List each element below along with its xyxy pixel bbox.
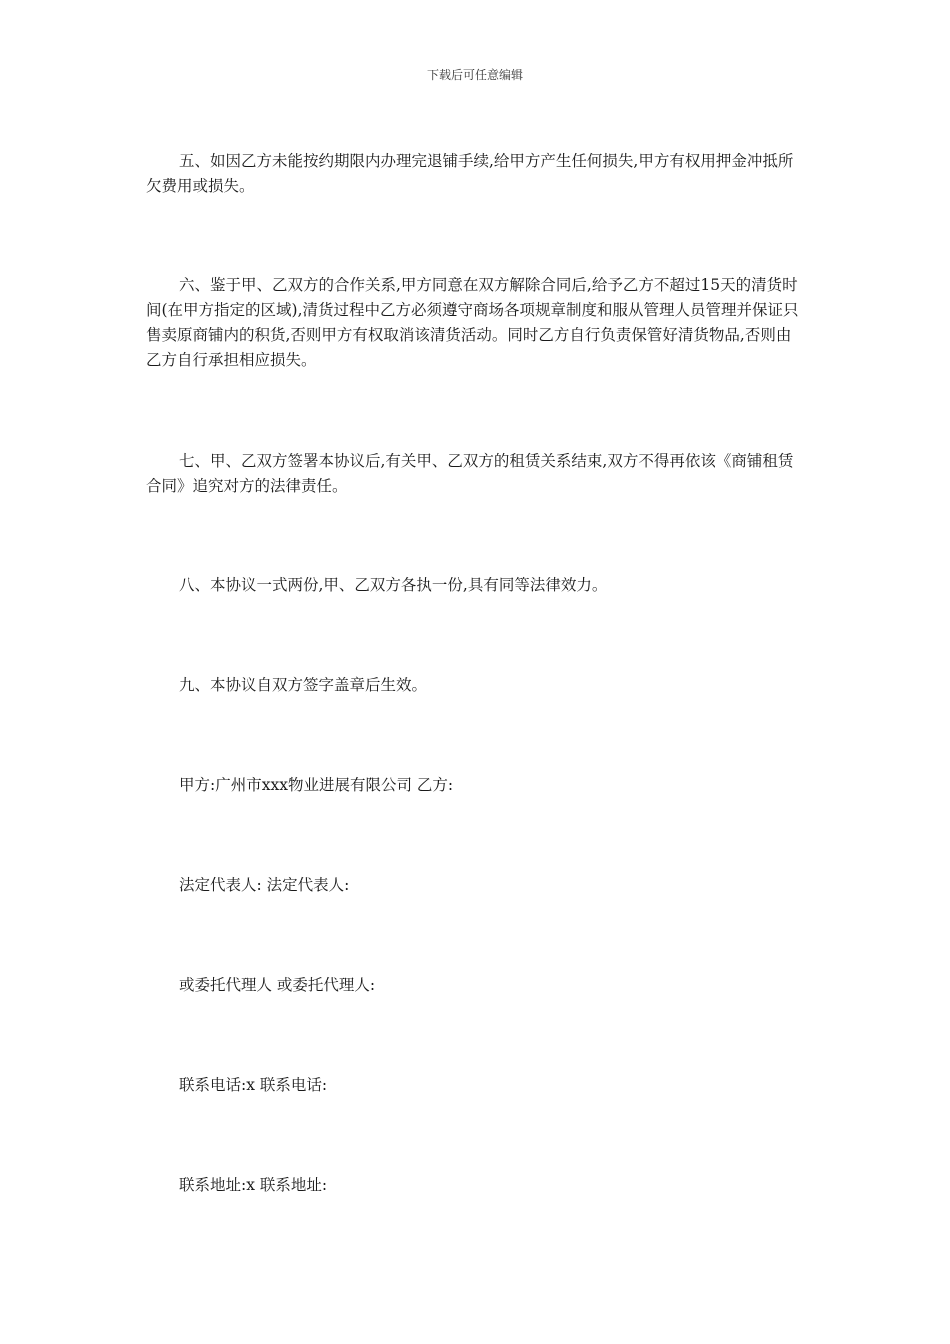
signature-agent: 或委托代理人 或委托代理人:	[179, 976, 376, 994]
clause-8: 八、本协议一式两份,甲、乙双方各执一份,具有同等法律效力。	[179, 576, 608, 594]
clause-7: 七、甲、乙双方签署本协议后,有关甲、乙双方的租赁关系结束,双方不得再依该《商铺租赁合同》追究对方的法律责任。	[146, 452, 794, 495]
signature-legal-rep: 法定代表人: 法定代表人:	[179, 876, 350, 894]
page-header-note: 下载后可任意编辑	[426, 68, 523, 82]
clause-6: 六、鉴于甲、乙双方的合作关系,甲方同意在双方解除合同后,给予乙方不超过15天的清货时间(在甲方指定的区域),清货过程中乙方必须遵守商场各项规章制度和服从管理人员管理并保证只售卖原商铺内的积货,否则甲方有权取消该清货活动。同时乙方自行负责保管好清货物品,否则由乙方自行承担相应损失。	[146, 276, 799, 369]
signature-phone: 联系电话:x 联系电话:	[179, 1076, 328, 1094]
clause-9: 九、本协议自双方签字盖章后生效。	[179, 676, 428, 694]
clause-5: 五、如因乙方未能按约期限内办理完退铺手续,给甲方产生任何损失,甲方有权用押金冲抵所欠费用或损失。	[146, 152, 794, 195]
signature-parties: 甲方:广州市xxx物业进展有限公司 乙方:	[179, 776, 454, 794]
signature-address: 联系地址:x 联系地址:	[179, 1176, 328, 1194]
